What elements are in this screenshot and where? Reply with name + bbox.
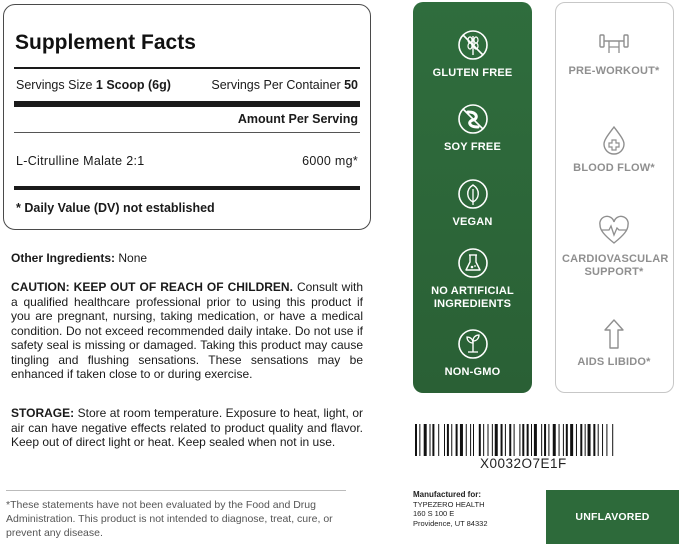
serving-size-label: Servings Size [16,78,93,92]
vegan-leaf-icon [457,178,489,210]
ingredient-name: L-Citrulline Malate 2:1 [16,154,145,168]
flask-icon [457,247,489,279]
amount-header [16,112,358,126]
dv-note: * Daily Value (DV) not established [16,201,215,215]
servings-per-container-value: 50 [344,78,358,92]
barcode-text: X0032O7E1F [480,456,567,471]
barbell-icon [598,27,630,59]
certification-badges-card [413,2,532,393]
servings-row [16,78,358,92]
caution-label: CAUTION: KEEP OUT OF REACH OF CHILDREN. [11,280,293,294]
caution-text: Consult with a qualified healthcare professional prior to using this product if you are pregnant, nursing, taking medication, or have a medical condition. Do not exceed recommended daily intake. Do not use if safety seal is missing or damaged. Taking this product may cause tingling and flushing sensations. These sensations may be enhanced if taken close to or during exercise. [11,280,363,381]
drop-plus-icon [598,124,630,156]
badge-label: NON-GMO [444,366,501,378]
badge-gluten-free [413,29,532,80]
manufacturer-address2: Providence, UT 84332 [413,518,488,528]
badge-label: GLUTEN FREE [432,67,513,79]
benefit-label: BLOOD FLOW* [573,162,655,174]
heart-pulse-icon [598,215,630,247]
divider [14,132,360,133]
storage-block [11,406,363,450]
badge-no-artificial [413,247,532,311]
manufacturer-info [413,490,488,528]
gluten-free-icon [457,29,489,61]
benefits-card [555,2,674,393]
badge-vegan [413,178,532,229]
plant-icon [457,328,489,360]
badge-label: SOY FREE [443,141,502,153]
ingredient-amount: 6000 mg* [302,154,358,168]
benefit-pre-workout [555,27,674,78]
badge-soy-free [413,103,532,154]
caution-block [11,280,363,382]
benefit-label: PRE-WORKOUT* [568,65,660,77]
benefit-cardiovascular [555,215,674,279]
other-ingredients [11,251,363,266]
benefit-libido [555,318,674,369]
amount-header-text: Amount Per Serving [237,112,358,126]
badge-label: NO ARTIFICIAL INGREDIENTS [431,285,514,310]
fda-footnote: *These statements have not been evaluated by the Food and Drug Administration. This product is not intended to diagnose, treat, cure, or prevent any disease. [6,499,333,539]
other-ingredients-value: None [118,251,148,265]
footnote-divider [6,490,346,491]
dv-note-row [16,201,358,215]
facts-title: Supplement Facts [15,31,196,54]
soy-free-icon [457,103,489,135]
arrow-up-icon [598,318,630,350]
ingredient-row [16,154,358,168]
serving-size-value: 1 Scoop (6g) [95,78,171,92]
servings-per-container-label: Servings Per Container [211,78,341,92]
storage-label: STORAGE: [11,406,75,420]
manufacturer-header: Manufactured for: [413,490,481,499]
divider [14,67,360,69]
storage-text: Store at room temperature. Exposure to heat, light, or air can have negative effects related to product quality and flavor. Keep out of direct light or heat. Keep sealed when not in use. [11,406,363,449]
thick-divider [14,186,360,190]
manufacturer-address1: 160 S 100 E [413,509,455,518]
barcode [415,424,673,456]
badge-label: VEGAN [452,216,493,228]
other-ingredients-label: Other Ingredients: [11,251,116,265]
benefit-blood-flow [555,124,674,175]
benefit-label: AIDS LIBIDO* [577,356,651,368]
supplement-facts-panel [3,4,371,230]
benefit-label: CARDIOVASCULAR SUPPORT* [562,253,669,278]
flavor-label: UNFLAVORED [546,490,679,544]
manufacturer-name: TYPEZERO HEALTH [413,499,485,509]
badge-non-gmo [413,328,532,379]
thick-divider [14,101,360,107]
